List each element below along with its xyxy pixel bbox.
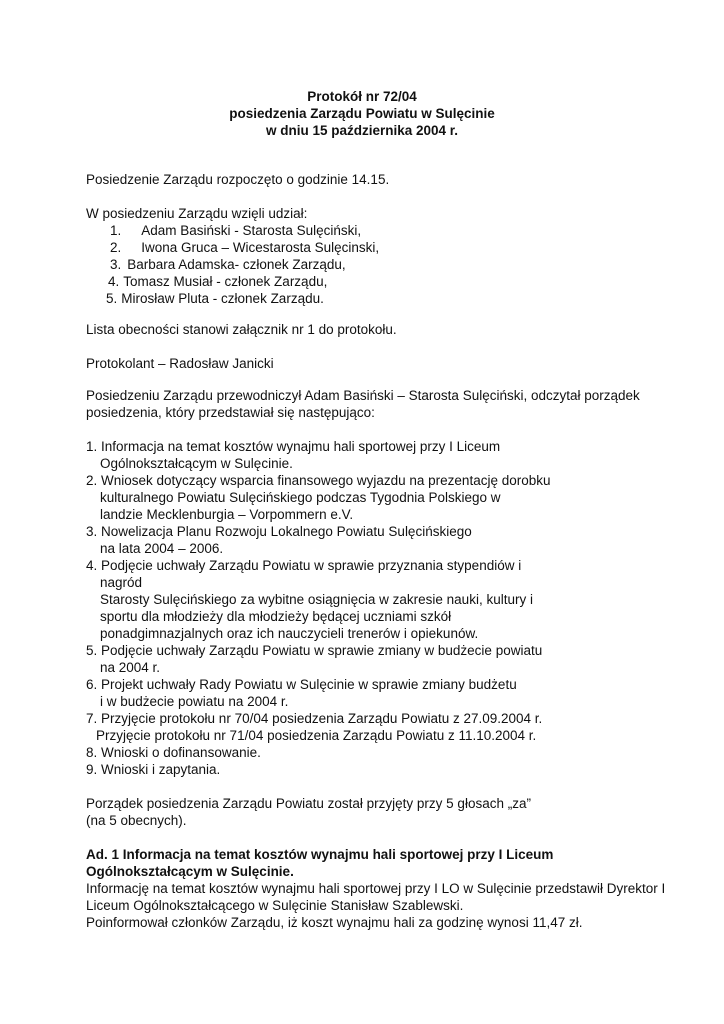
agenda-line: na 2004 r.	[100, 660, 161, 675]
ad1-heading-line-1: Ad. 1 Informacja na temat kosztów wynajmu hali sportowej przy I Liceum	[86, 847, 554, 862]
agenda-line: nagród	[100, 575, 143, 590]
participant-number: 4.	[108, 274, 120, 289]
title-line-2: posiedzenia Zarządu Powiatu w Sulęcinie	[229, 106, 495, 121]
participant-text: Mirosław Pluta - członek Zarządu.	[121, 291, 324, 306]
attendance-note: Lista obecności stanowi załącznik nr 1 do protokołu.	[86, 322, 397, 337]
opening-sentence: Posiedzenie Zarządu rozpoczęto o godzinie 14.15.	[86, 172, 390, 187]
participant-number: 1.	[110, 223, 122, 238]
ad1-paragraph-line-2: Liceum Ogólnokształcącego w Sulęcinie Stanisław Szablewski.	[86, 898, 464, 913]
agenda-line: 5. Podjęcie uchwały Zarządu Powiatu w sprawie zmiany w budżecie powiatu	[86, 643, 543, 658]
participant-item	[110, 222, 361, 239]
agenda-line: Przyjęcie protokołu nr 71/04 posiedzenia Zarządu Powiatu z 11.10.2004 r.	[96, 728, 537, 743]
acceptance-line-2: (na 5 obecnych).	[86, 813, 187, 828]
ad1-paragraph-2: Poinformował członków Zarządu, iż koszt wynajmu hali za godzinę wynosi 11,47 zł.	[86, 915, 583, 930]
agenda-line: 9. Wnioski i zapytania.	[86, 762, 221, 777]
participant-text: Iwona Gruca – Wicestarosta Sulęcinski,	[141, 240, 380, 255]
agenda-line: 3. Nowelizacja Planu Rozwoju Lokalnego Powiatu Sulęcińskiego	[86, 524, 472, 539]
chair-line-1-text: Posiedzeniu Zarządu przewodniczył Adam Basiński – Starosta Sulęciński, odczytał porządek	[86, 388, 640, 403]
participant-text: Barbara Adamska- członek Zarządu,	[127, 257, 346, 272]
title-line-3: w dniu 15 października 2004 r.	[265, 123, 459, 138]
participant-text: Tomasz Musiał - członek Zarządu,	[123, 274, 328, 289]
participant-item	[110, 256, 346, 273]
participant-item	[110, 239, 379, 256]
chair-line-2: posiedzenia, który przedstawiał się następująco:	[86, 405, 375, 420]
participant-number: 3.	[110, 257, 122, 272]
ad1-heading-line-2: Ogólnokształcącym w Sulęcinie.	[86, 864, 294, 879]
agenda-line: sportu dla młodzieży dla młodzieży będącej uczniami szkół	[100, 609, 452, 624]
participant-number: 2.	[110, 240, 122, 255]
agenda-line: ponadgimnazjalnych oraz ich nauczycieli trenerów i opiekunów.	[100, 626, 479, 641]
recorder-note: Protokolant – Radosław Janicki	[86, 356, 274, 371]
agenda-line: 4. Podjęcie uchwały Zarządu Powiatu w sprawie przyznania stypendiów i	[86, 558, 522, 573]
document-title	[0, 88, 724, 139]
agenda-line: na lata 2004 – 2006.	[100, 541, 224, 556]
agenda-line: 6. Projekt uchwały Rady Powiatu w Sulęcinie w sprawie zmiany budżetu	[86, 677, 517, 692]
participant-number: 5.	[106, 291, 118, 306]
acceptance-line-1: Porządek posiedzenia Zarządu Powiatu został przyjęty przy 5 głosach „za”	[86, 796, 531, 811]
agenda-line: landzie Mecklenburgia – Vorpommern e.V.	[100, 507, 354, 522]
agenda-line: 7. Przyjęcie protokołu nr 70/04 posiedzenia Zarządu Powiatu z 27.09.2004 r.	[86, 711, 543, 726]
agenda-line: Starosty Sulęcińskiego za wybitne osiągnięcia w zakresie nauki, kultury i	[100, 592, 533, 607]
participant-item	[106, 290, 324, 307]
participant-item	[108, 273, 327, 290]
title-line-1: Protokół nr 72/04	[307, 89, 417, 104]
chair-line-1	[86, 387, 639, 404]
ad1-paragraph-line-1	[86, 880, 666, 897]
agenda-line: 8. Wnioski o dofinansowanie.	[86, 745, 261, 760]
agenda-line: Ogólnokształcącym w Sulęcinie.	[100, 456, 293, 471]
agenda-line: 2. Wniosek dotyczący wsparcia finansowego wyjazdu na prezentację dorobku	[86, 473, 551, 488]
agenda-line: 1. Informacja na temat kosztów wynajmu hali sportowej przy I Liceum	[86, 439, 501, 454]
participant-text: Adam Basiński - Starosta Sulęciński,	[141, 223, 362, 238]
ad1-paragraph-line-1-text: Informację na temat kosztów wynajmu hali sportowej przy I LO w Sulęcinie przedstawił Dyrektor I	[86, 881, 666, 896]
agenda-line: kulturalnego Powiatu Sulęcińskiego podczas Tygodnia Polskiego w	[100, 490, 501, 505]
participants-heading: W posiedzeniu Zarządu wzięli udział:	[86, 206, 308, 221]
agenda-line: i w budżecie powiatu na 2004 r.	[100, 694, 289, 709]
